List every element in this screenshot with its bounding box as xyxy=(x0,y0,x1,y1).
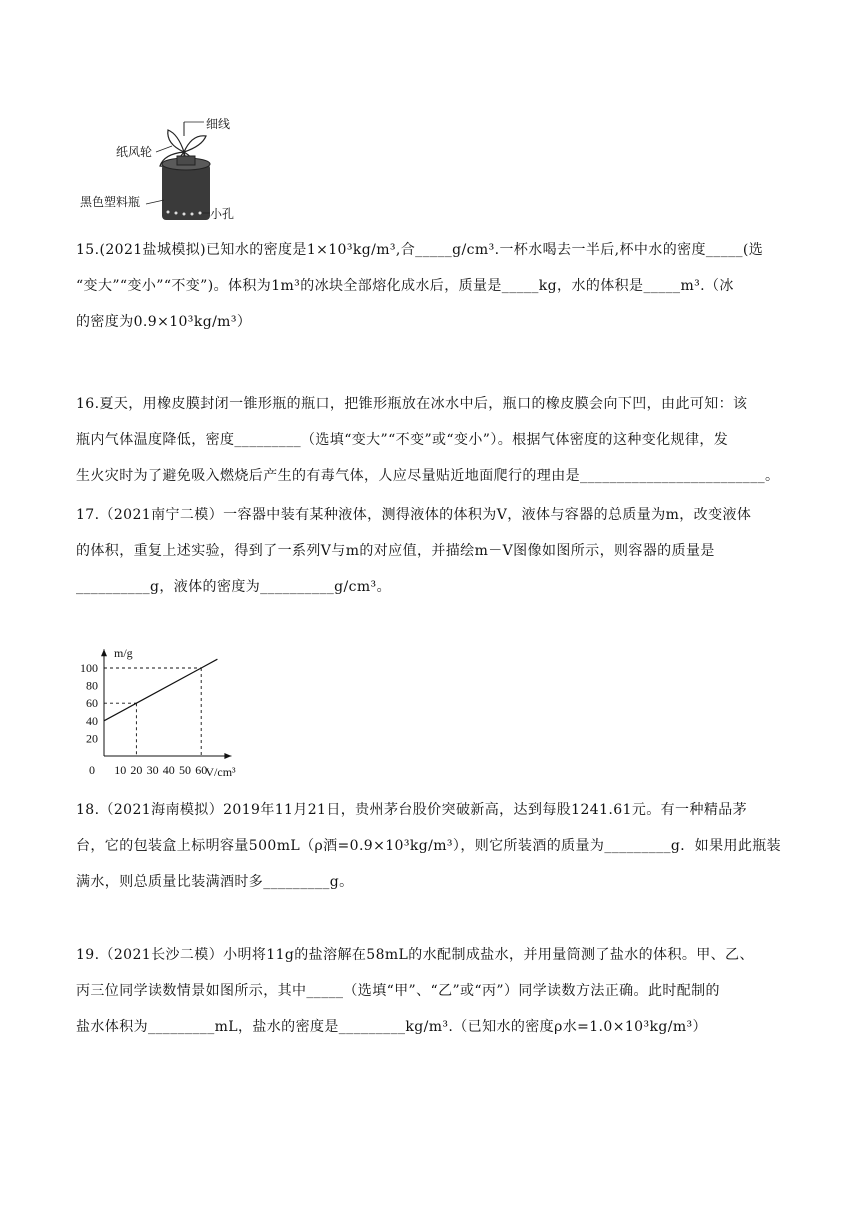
question-line: 生火灾时为了避免吸入燃烧后产生的有毒气体，人应尽量贴近地面爬行的理由是_________________________。 xyxy=(76,468,780,484)
question-line: 满水，则总质量比装满酒时多_________g。 xyxy=(76,874,354,890)
y-tick-label: 20 xyxy=(86,731,98,746)
x-axis-label: V/cm³ xyxy=(205,765,236,779)
question-line: 19.（2021长沙二模）小明将11g的盐溶解在58mL的水配制成盐水，并用量筒测了盐水的体积。甲、乙、 xyxy=(76,947,754,963)
question-line: 瓶内气体温度降低，密度_________（选填“变大”“不变”或“变小”）。根据气体密度的这种变化规律，发 xyxy=(76,432,729,448)
question-15 xyxy=(76,232,788,340)
question-line: 15.(2021盐城模拟)已知水的密度是1×10³kg/m³,合_____g/cm³.一杯水喝去一半后,杯中水的密度_____(选 xyxy=(76,242,764,258)
mass-volume-chart xyxy=(76,628,286,780)
question-16 xyxy=(76,386,788,494)
y-tick-label: 60 xyxy=(86,696,98,711)
question-line: 的密度为0.9×10³kg/m³） xyxy=(76,314,252,330)
question-line: 18.（2021海南模拟）2019年11月21日，贵州茅台股价突破新高，达到每股1241.61元。有一种精品茅 xyxy=(76,802,748,818)
x-tick-label: 40 xyxy=(162,763,175,777)
question-line: 盐水体积为_________mL，盐水的密度是_________kg/m³.（已知水的密度ρ水=1.0×10³kg/m³） xyxy=(76,1019,707,1035)
y-axis-arrow xyxy=(101,649,107,656)
y-axis-label: m/g xyxy=(114,646,133,661)
pinwheel-label: 纸风轮 xyxy=(116,145,153,159)
bottle-label: 黑色塑料瓶 xyxy=(80,195,141,209)
x-tick-label: 30 xyxy=(146,763,159,777)
y-tick-label: 40 xyxy=(86,713,98,728)
bottle-drawing xyxy=(162,156,210,220)
x-tick-label: 60 xyxy=(195,763,208,777)
y-tick-label: 100 xyxy=(80,661,98,675)
thread-label: 细线 xyxy=(206,117,231,131)
x-tick-label: 0 xyxy=(89,763,95,777)
x-tick-label: 50 xyxy=(179,763,191,777)
question-line: 16.夏天，用橡皮膜封闭一锥形瓶的瓶口，把锥形瓶放在冰水中后，瓶口的橡皮膜会向下凹，由此可知：该 xyxy=(76,396,748,412)
y-tick-label: 80 xyxy=(86,678,98,693)
x-axis-arrow xyxy=(224,753,231,759)
hole-label: 小孔 xyxy=(210,207,235,221)
question-line: 丙三位同学读数情景如图所示，其中_____（选填“甲”、“乙”或“丙”）同学读数方法正确。此时配制的 xyxy=(76,983,720,999)
pinwheel-bottle-figure xyxy=(76,112,266,224)
question-line: 台，它的包装盒上标明容量500mL（ρ酒=0.9×10³kg/m³），则它所装酒的质量为_________g．如果用此瓶装 xyxy=(76,838,782,854)
question-19 xyxy=(76,937,788,1045)
question-line: 17.（2021南宁二模）一容器中装有某种液体，测得液体的体积为V，液体与容器的总质量为m，改变液体 xyxy=(76,507,752,523)
question-line: “变大”“变小”“不变”)。体积为1m³的冰块全部熔化成水后，质量是_____kg，水的体积是_____m³.（冰 xyxy=(76,278,734,294)
x-tick-label: 10 xyxy=(114,763,127,777)
question-line: 的体积，重复上述实验，得到了一系列V与m的对应值，并描绘m－V图像如图所示，则容器的质量是 xyxy=(76,543,715,559)
question-18 xyxy=(76,792,788,900)
question-17 xyxy=(76,497,788,605)
question-line: __________g，液体的密度为__________g/cm³。 xyxy=(76,579,391,595)
x-tick-label: 20 xyxy=(130,763,143,777)
